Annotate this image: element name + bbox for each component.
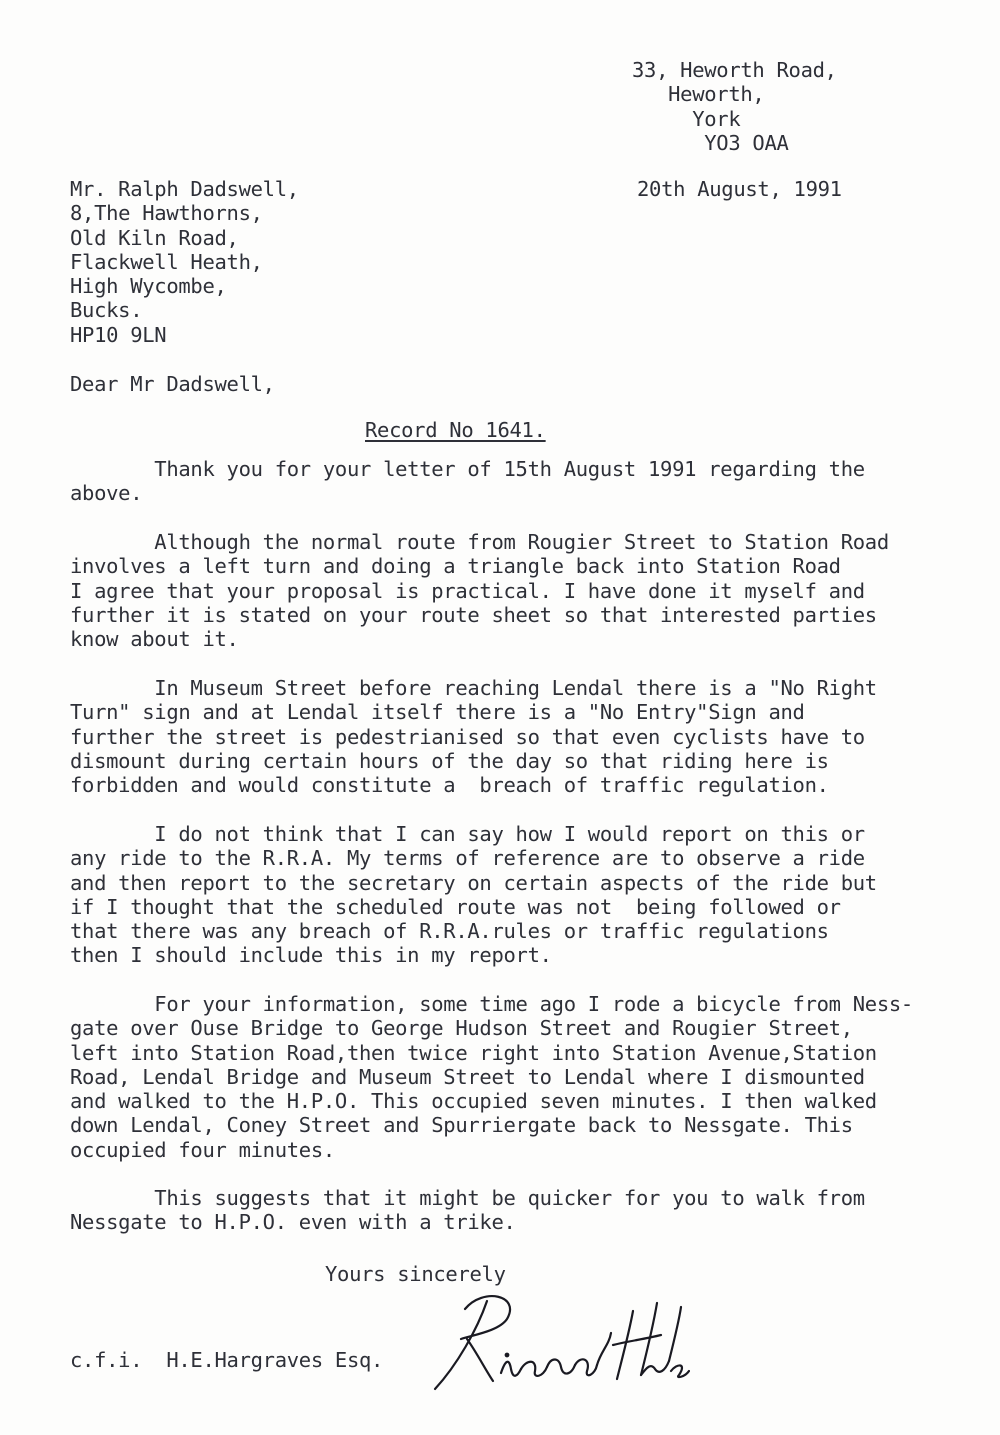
sender-address: 33, Heworth Road, Heworth, York YO3 OAA [632, 58, 837, 155]
closing: Yours sincerely [325, 1262, 506, 1286]
paragraph-3: In Museum Street before reaching Lendal there is a "No Right Turn" sign and at Lendal itself there is a "No Entry"Sign and further the street is pedestrianised so that even cyclists have to dismount during certain hours of the day so that riding here is forbidden and would constitute a breach of traffic regulation. [70, 676, 877, 798]
letter-date: 20th August, 1991 [637, 177, 842, 201]
cc-line: c.f.i. H.E.Hargraves Esq. [70, 1348, 384, 1372]
paragraph-4: I do not think that I can say how I would report on this or any ride to the R.R.A. My terms of reference are to observe a ride and then report to the secretary on certain aspects of the ride but if I thought that the scheduled route was not being followed or that there was any breach of R.R.A.rules or traffic regulations then I should include this in my report. [70, 822, 877, 968]
handwritten-signature [425, 1285, 690, 1395]
recipient-address: Mr. Ralph Dadswell, 8,The Hawthorns, Old Kiln Road, Flackwell Heath, High Wycombe, Bucks. HP10 9LN [70, 177, 299, 347]
salutation: Dear Mr Dadswell, [70, 372, 275, 396]
paragraph-1: Thank you for your letter of 15th August 1991 regarding the above. [70, 457, 865, 506]
subject-line: Record No 1641. [365, 418, 546, 442]
paragraph-2: Although the normal route from Rougier Street to Station Road involves a left turn and doing a triangle back into Station Road I agree that your proposal is practical. I have done it myself and further it is stated on your route sheet so that interested parties know about it. [70, 530, 889, 652]
paragraph-5: For your information, some time ago I rode a bicycle from Ness- gate over Ouse Bridge to George Hudson Street and Rougier Street, left into Station Road,then twice right into Station Avenue,Station Road, Lendal Bridge and Museum Street to Lendal where I dismounted and walked to the H.P.O. This occupied seven minutes. I then walked down Lendal, Coney Street and Spurriergate back to Nessgate. This occupied four minutes. [70, 992, 913, 1162]
paragraph-6: This suggests that it might be quicker for you to walk from Nessgate to H.P.O. even with a trike. [70, 1186, 865, 1235]
